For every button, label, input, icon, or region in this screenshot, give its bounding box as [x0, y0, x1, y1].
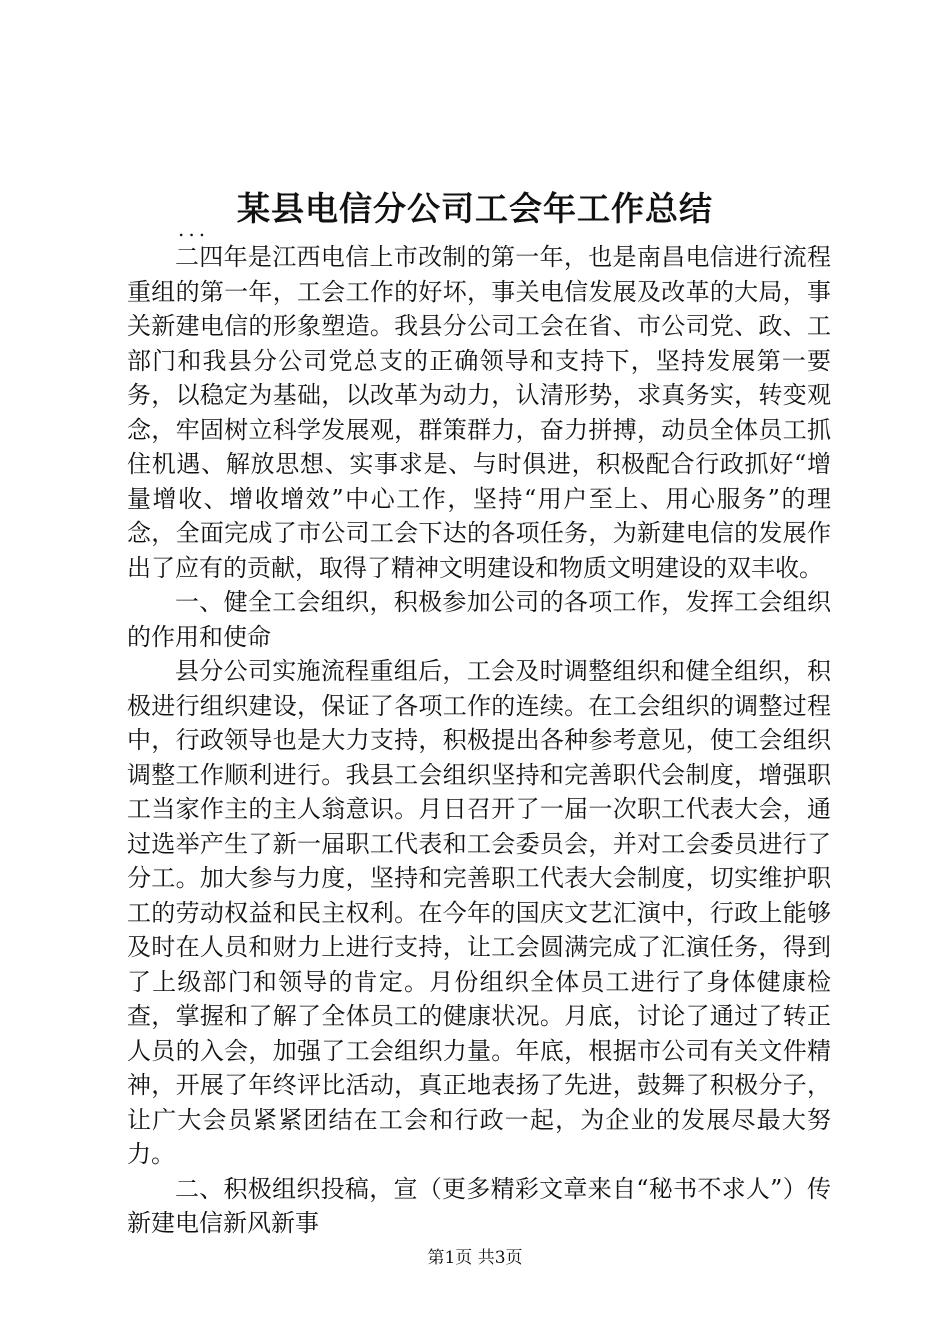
section-heading-1: 一、健全工会组织，积极参加公司的各项工作，发挥工会组织的作用和使命	[127, 588, 831, 651]
document-title: 某县电信分公司工会年工作总结	[237, 189, 713, 228]
page-footer: 第1页 共3页	[427, 1248, 523, 1268]
section-heading-2: 二、积极组织投稿，宣（更多精彩文章来自“秘书不求人”）传新建电信新风新事	[127, 1174, 831, 1237]
document-body	[127, 240, 831, 1241]
ellipsis-marker: ...	[178, 217, 210, 241]
paragraph-intro: 二四年是江西电信上市改制的第一年，也是南昌电信进行流程重组的第一年，工会工作的好坏，事关电信发展及改革的大局，事关新建电信的形象塑造。我县分公司工会在省、市公司党、政、工部门和我县分公司党总支的正确领导和支持下，坚持发展第一要务，以稳定为基础，以改革为动力，认清形势，求真务实，转变观念，牢固树立科学发展观，群策群力，奋力拼搏，动员全体员工抓住机遇、解放思想、实事求是、与时俱进，积极配合行政抓好“增量增收、增收增效”中心工作，坚持“用户至上、用心服务”的理念，全面完成了市公司工会下达的各项任务，为新建电信的发展作出了应有的贡献，取得了精神文明建设和物质文明建设的双丰收。	[127, 243, 831, 582]
paragraph-section-1: 县分公司实施流程重组后，工会及时调整组织和健全组织，积极进行组织建设，保证了各项工作的连续。在工会组织的调整过程中，行政领导也是大力支持，积极提出各种参考意见，使工会组织调整工作顺利进行。我县工会组织坚持和完善职代会制度，增强职工当家作主的主人翁意识。月日召开了一届一次职工代表大会，通过选举产生了新一届职工代表和工会委员会，并对工会委员进行了分工。加大参与力度，坚持和完善职工代表大会制度，切实维护职工的劳动权益和民主权利。在今年的国庆文艺汇演中，行政上能够及时在人员和财力上进行支持，让工会圆满完成了汇演任务，得到了上级部门和领导的肯定。月份组织全体员工进行了身体健康检查，掌握和了解了全体员工的健康状况。月底，讨论了通过了转正人员的入会，加强了工会组织力量。年底，根据市公司有关文件精神，开展了年终评比活动，真正地表扬了先进，鼓舞了积极分子，让广大会员紧紧团结在工会和行政一起，为企业的发展尽最大努力。	[127, 657, 831, 1168]
